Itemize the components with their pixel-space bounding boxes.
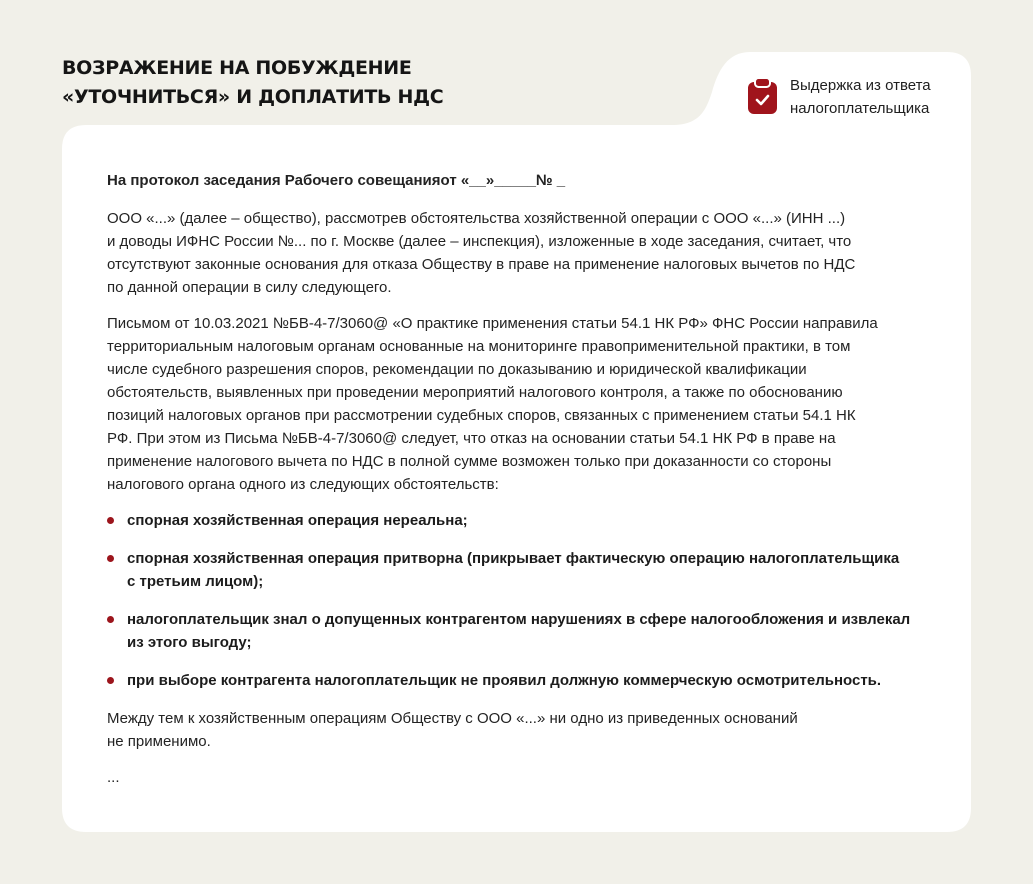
source-badge bbox=[748, 74, 931, 120]
text-line: ООО «...» (далее – общество), рассмотрев обстоятельства хозяйственной операции с ООО «...» (ИНН ...) bbox=[107, 210, 846, 227]
text-line: территориальным налоговым органам основанные на мониторинге правоприменительной практики, в том bbox=[107, 338, 851, 355]
text-line: РФ. При этом из Письма №БВ-4-7/3060@ следует, что отказ на основании статьи 54.1 НК РФ в праве на bbox=[107, 430, 836, 447]
page-title bbox=[62, 54, 443, 112]
document-heading: На протокол заседания Рабочего совещанияот «__»_____№ _ bbox=[107, 172, 566, 189]
paragraph-letter bbox=[107, 312, 917, 496]
text-line: отсутствуют законные основания для отказа Обществу в праве на применение налоговых вычетов по НДС bbox=[107, 256, 856, 273]
text-line: при выборе контрагента налогоплательщик не проявил должную коммерческую осмотрительность. bbox=[127, 672, 882, 689]
text-line: и доводы ИФНС России №... по г. Москве (далее – инспекция), изложенные в ходе заседания, считает, что bbox=[107, 233, 852, 250]
list-item bbox=[107, 509, 917, 532]
bullet-icon bbox=[107, 616, 114, 623]
bullet-icon bbox=[107, 555, 114, 562]
list-item bbox=[107, 547, 917, 593]
text-line: налогового органа одного из следующих обстоятельств: bbox=[107, 476, 499, 493]
ellipsis: ... bbox=[107, 769, 120, 786]
title-line: ВОЗРАЖЕНИЕ НА ПОБУЖДЕНИЕ bbox=[62, 57, 412, 79]
text-line: налогоплательщик знал о допущенных контрагентом нарушениях в сфере налогообложения и извлекал bbox=[127, 611, 911, 628]
bullet-icon bbox=[107, 517, 114, 524]
text-line: Между тем к хозяйственным операциям Обществу с ООО «...» ни одно из приведенных оснований bbox=[107, 710, 798, 727]
text-line: не применимо. bbox=[107, 733, 211, 750]
text-line: спорная хозяйственная операция нереальна; bbox=[127, 512, 468, 529]
text-line: позиций налоговых органов при рассмотрении судебных споров, связанных с применением статьи 54.1 НК bbox=[107, 407, 856, 424]
paragraph-conclusion bbox=[107, 707, 917, 753]
document-body bbox=[107, 169, 917, 802]
badge-label-line: налогоплательщика bbox=[790, 100, 930, 117]
bullet-icon bbox=[107, 677, 114, 684]
circumstances-list bbox=[107, 509, 917, 692]
list-item bbox=[107, 669, 917, 692]
paragraph-intro bbox=[107, 207, 917, 299]
list-item bbox=[107, 608, 917, 654]
clipboard-check-icon bbox=[748, 78, 777, 114]
text-line: спорная хозяйственная операция притворна (прикрывает фактическую операцию налогоплательщика bbox=[127, 550, 900, 567]
text-line: обстоятельств, выявленных при проведении мероприятий налогового контроля, а также по обоснованию bbox=[107, 384, 843, 401]
text-line: применение налогового вычета по НДС в полной сумме возможен только при доказанности со стороны bbox=[107, 453, 832, 470]
text-line: по данной операции в силу следующего. bbox=[107, 279, 392, 296]
text-line: из этого выгоду; bbox=[127, 634, 252, 651]
text-line: с третьим лицом); bbox=[127, 573, 264, 590]
badge-label-line: Выдержка из ответа bbox=[790, 77, 931, 94]
badge-label bbox=[790, 74, 931, 120]
title-line: «УТОЧНИТЬСЯ» И ДОПЛАТИТЬ НДС bbox=[62, 86, 444, 108]
text-line: Письмом от 10.03.2021 №БВ-4-7/3060@ «О практике применения статьи 54.1 НК РФ» ФНС России направила bbox=[107, 315, 878, 332]
text-line: числе судебного разрешения споров, рекомендации по доказыванию и юридической квалификации bbox=[107, 361, 807, 378]
